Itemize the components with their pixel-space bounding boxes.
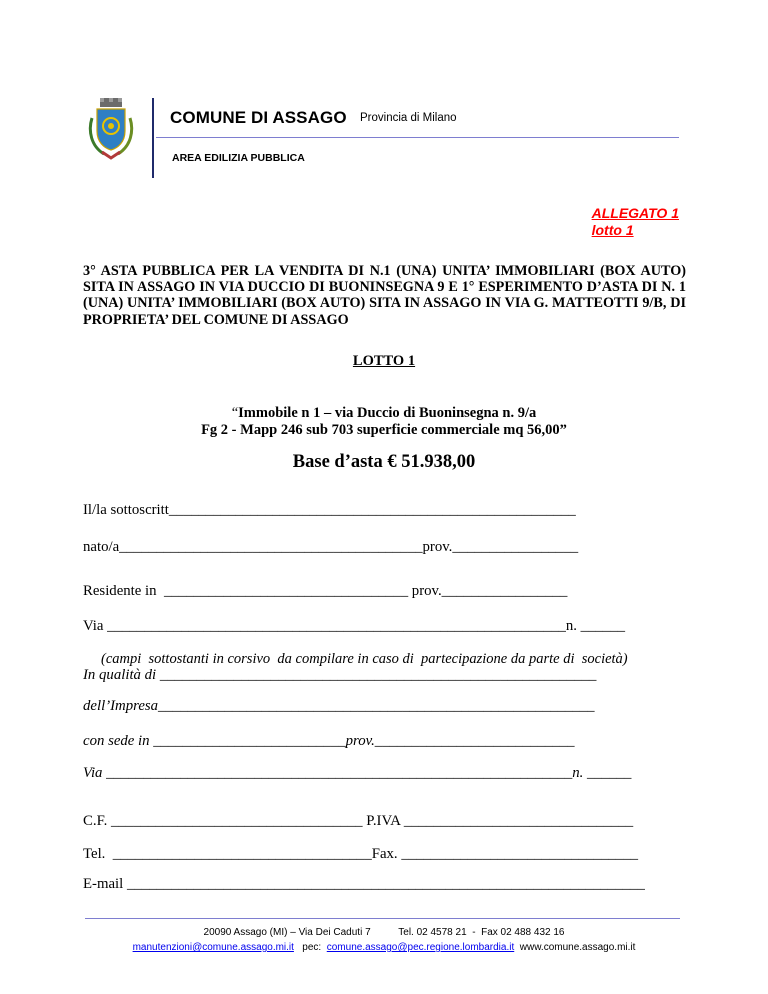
pec-label: pec: [302, 942, 322, 953]
maintenance-email-link[interactable]: manutenzioni@comune.assago.mi.it [132, 942, 294, 953]
attachment-label [592, 205, 679, 239]
residence-field[interactable]: Residente in _________________________________ prov._________________ [83, 583, 568, 599]
footer-contacts [0, 942, 768, 953]
property-cadastral-data: Fg 2 - Mapp 246 sub 703 superficie commerciale mq 56,00” [201, 422, 567, 438]
opening-quote: “ [231, 405, 239, 421]
municipal-crest-logo [86, 96, 136, 162]
birthplace-field[interactable]: nato/a_________________________________________prov._________________ [83, 539, 579, 555]
auction-description: 3° ASTA PUBBLICA PER LA VENDITA DI N.1 (UNA) UNITA’ IMMOBILIARI (BOX AUTO) SITA IN ASSAGO IN VIA DUCCIO DI BUONINSEGNA 9 E 1° ESPERIMENTO D’ASTA DI N. 1 (UNA) UNITA’ IMMOBILIARI (BOX AUTO) SITA IN ASSAGO IN VIA G. MATTEOTTI 9/B, DI PROPRIETA’ DEL COMUNE DI ASSAGO [83, 263, 686, 328]
footer-address: 20090 Assago (MI) – Via Dei Caduti 7 Tel. 02 4578 21 - Fax 02 488 432 16 [203, 927, 565, 938]
company-fields-note: (campi sottostanti in corsivo da compilare in caso di partecipazione da parte di società) [101, 651, 628, 667]
department-label: AREA EDILIZIA PUBBLICA [172, 152, 305, 164]
street-field[interactable]: Via ______________________________________________________________n. ______ [83, 618, 626, 634]
lot-label: lotto 1 [591, 222, 634, 238]
property-address-line [0, 405, 768, 422]
header-vertical-rule [152, 98, 154, 178]
company-field[interactable]: dell’Impresa___________________________________________________________ [83, 698, 595, 714]
undersigned-field[interactable]: Il/la sottoscritt_______________________________________________________ [83, 502, 576, 518]
base-price: Base d’asta € 51.938,00 [292, 452, 476, 472]
website-text: www.comune.assago.mi.it [519, 942, 636, 953]
pec-email-link[interactable]: comune.assago@pec.regione.lombardia.it [326, 942, 515, 953]
company-seat-field[interactable]: con sede in __________________________prov.___________________________ [83, 733, 575, 749]
capacity-field[interactable]: In qualità di ___________________________________________________________ [83, 667, 597, 683]
attachment-number: ALLEGATO 1 [591, 205, 679, 221]
province-label: Provincia di Milano [360, 112, 457, 124]
header-horizontal-rule [156, 137, 679, 138]
tax-code-field[interactable]: C.F. __________________________________ P.IVA _______________________________ [83, 813, 634, 829]
footer-rule [85, 918, 680, 919]
email-field[interactable]: E-mail ______________________________________________________________________ [83, 876, 645, 892]
lot-heading: LOTTO 1 [352, 353, 416, 369]
property-address: Immobile n 1 – via Duccio di Buoninsegna n. 9/a [238, 405, 537, 421]
company-street-field[interactable]: Via _______________________________________________________________n. ______ [83, 765, 632, 781]
municipality-title: COMUNE DI ASSAGO [170, 108, 347, 127]
phone-fax-field[interactable]: Tel. ___________________________________Fax. ________________________________ [83, 846, 639, 862]
